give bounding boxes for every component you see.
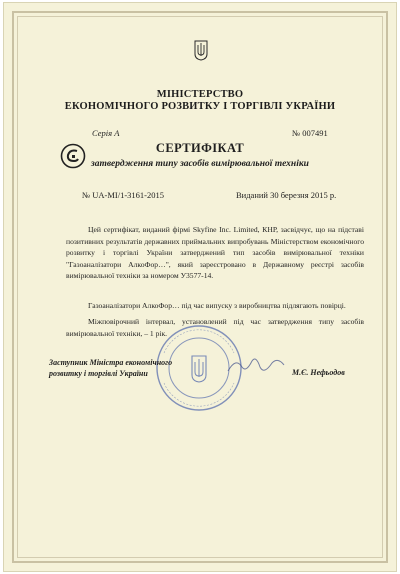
signatory-title: Заступник Міністра економічного розвитку і торгівлі України bbox=[49, 358, 173, 378]
issue-date: Виданий 30 березня 2015 р. bbox=[236, 190, 337, 200]
ministry-title-line1: МІНІСТЕРСТВО bbox=[156, 89, 244, 100]
signatory-name: М.Є. Нефьодов bbox=[292, 368, 345, 377]
certificate-page bbox=[3, 2, 397, 572]
certificate-subtitle: затвердження типу засобів вимірювальної техніки bbox=[91, 159, 309, 169]
trident-emblem-icon bbox=[194, 39, 208, 61]
certificate-title: СЕРТИФІКАТ bbox=[155, 141, 245, 155]
handwritten-signature-icon bbox=[226, 353, 286, 377]
certificate-number: № 007491 bbox=[292, 128, 328, 138]
registration-number: № UA-МІ/1-3161-2015 bbox=[82, 190, 165, 200]
body-paragraph-1: Цей сертифікат, виданий фірмі Skyfine Inc. Limited, КНР, засвідчує, що на підставі позитивних результатів державних приймальних випробувань Міністерством економічного розвитку і торгівлі України затверджений тип засобів вимірювальної техніки "Газоаналізатори АлкоФор…", який зареєстровано в Державному реєстрі засобів вимірювальної техніки за номером У3577-14. bbox=[66, 225, 364, 280]
series-label: Серія А bbox=[92, 128, 120, 138]
body-paragraph-2: Газоаналізатори АлкоФор… під час випуску з виробництва підлягають повірці. bbox=[88, 301, 346, 310]
ministry-title-line2: ЕКОНОМІЧНОГО РОЗВИТКУ І ТОРГІВЛІ УКРАЇНИ bbox=[64, 101, 336, 112]
body-paragraph-3: Міжповірочний інтервал, установлений під час затвердження типу засобів вимірювальної техніки, – 1 рік. bbox=[66, 317, 364, 338]
